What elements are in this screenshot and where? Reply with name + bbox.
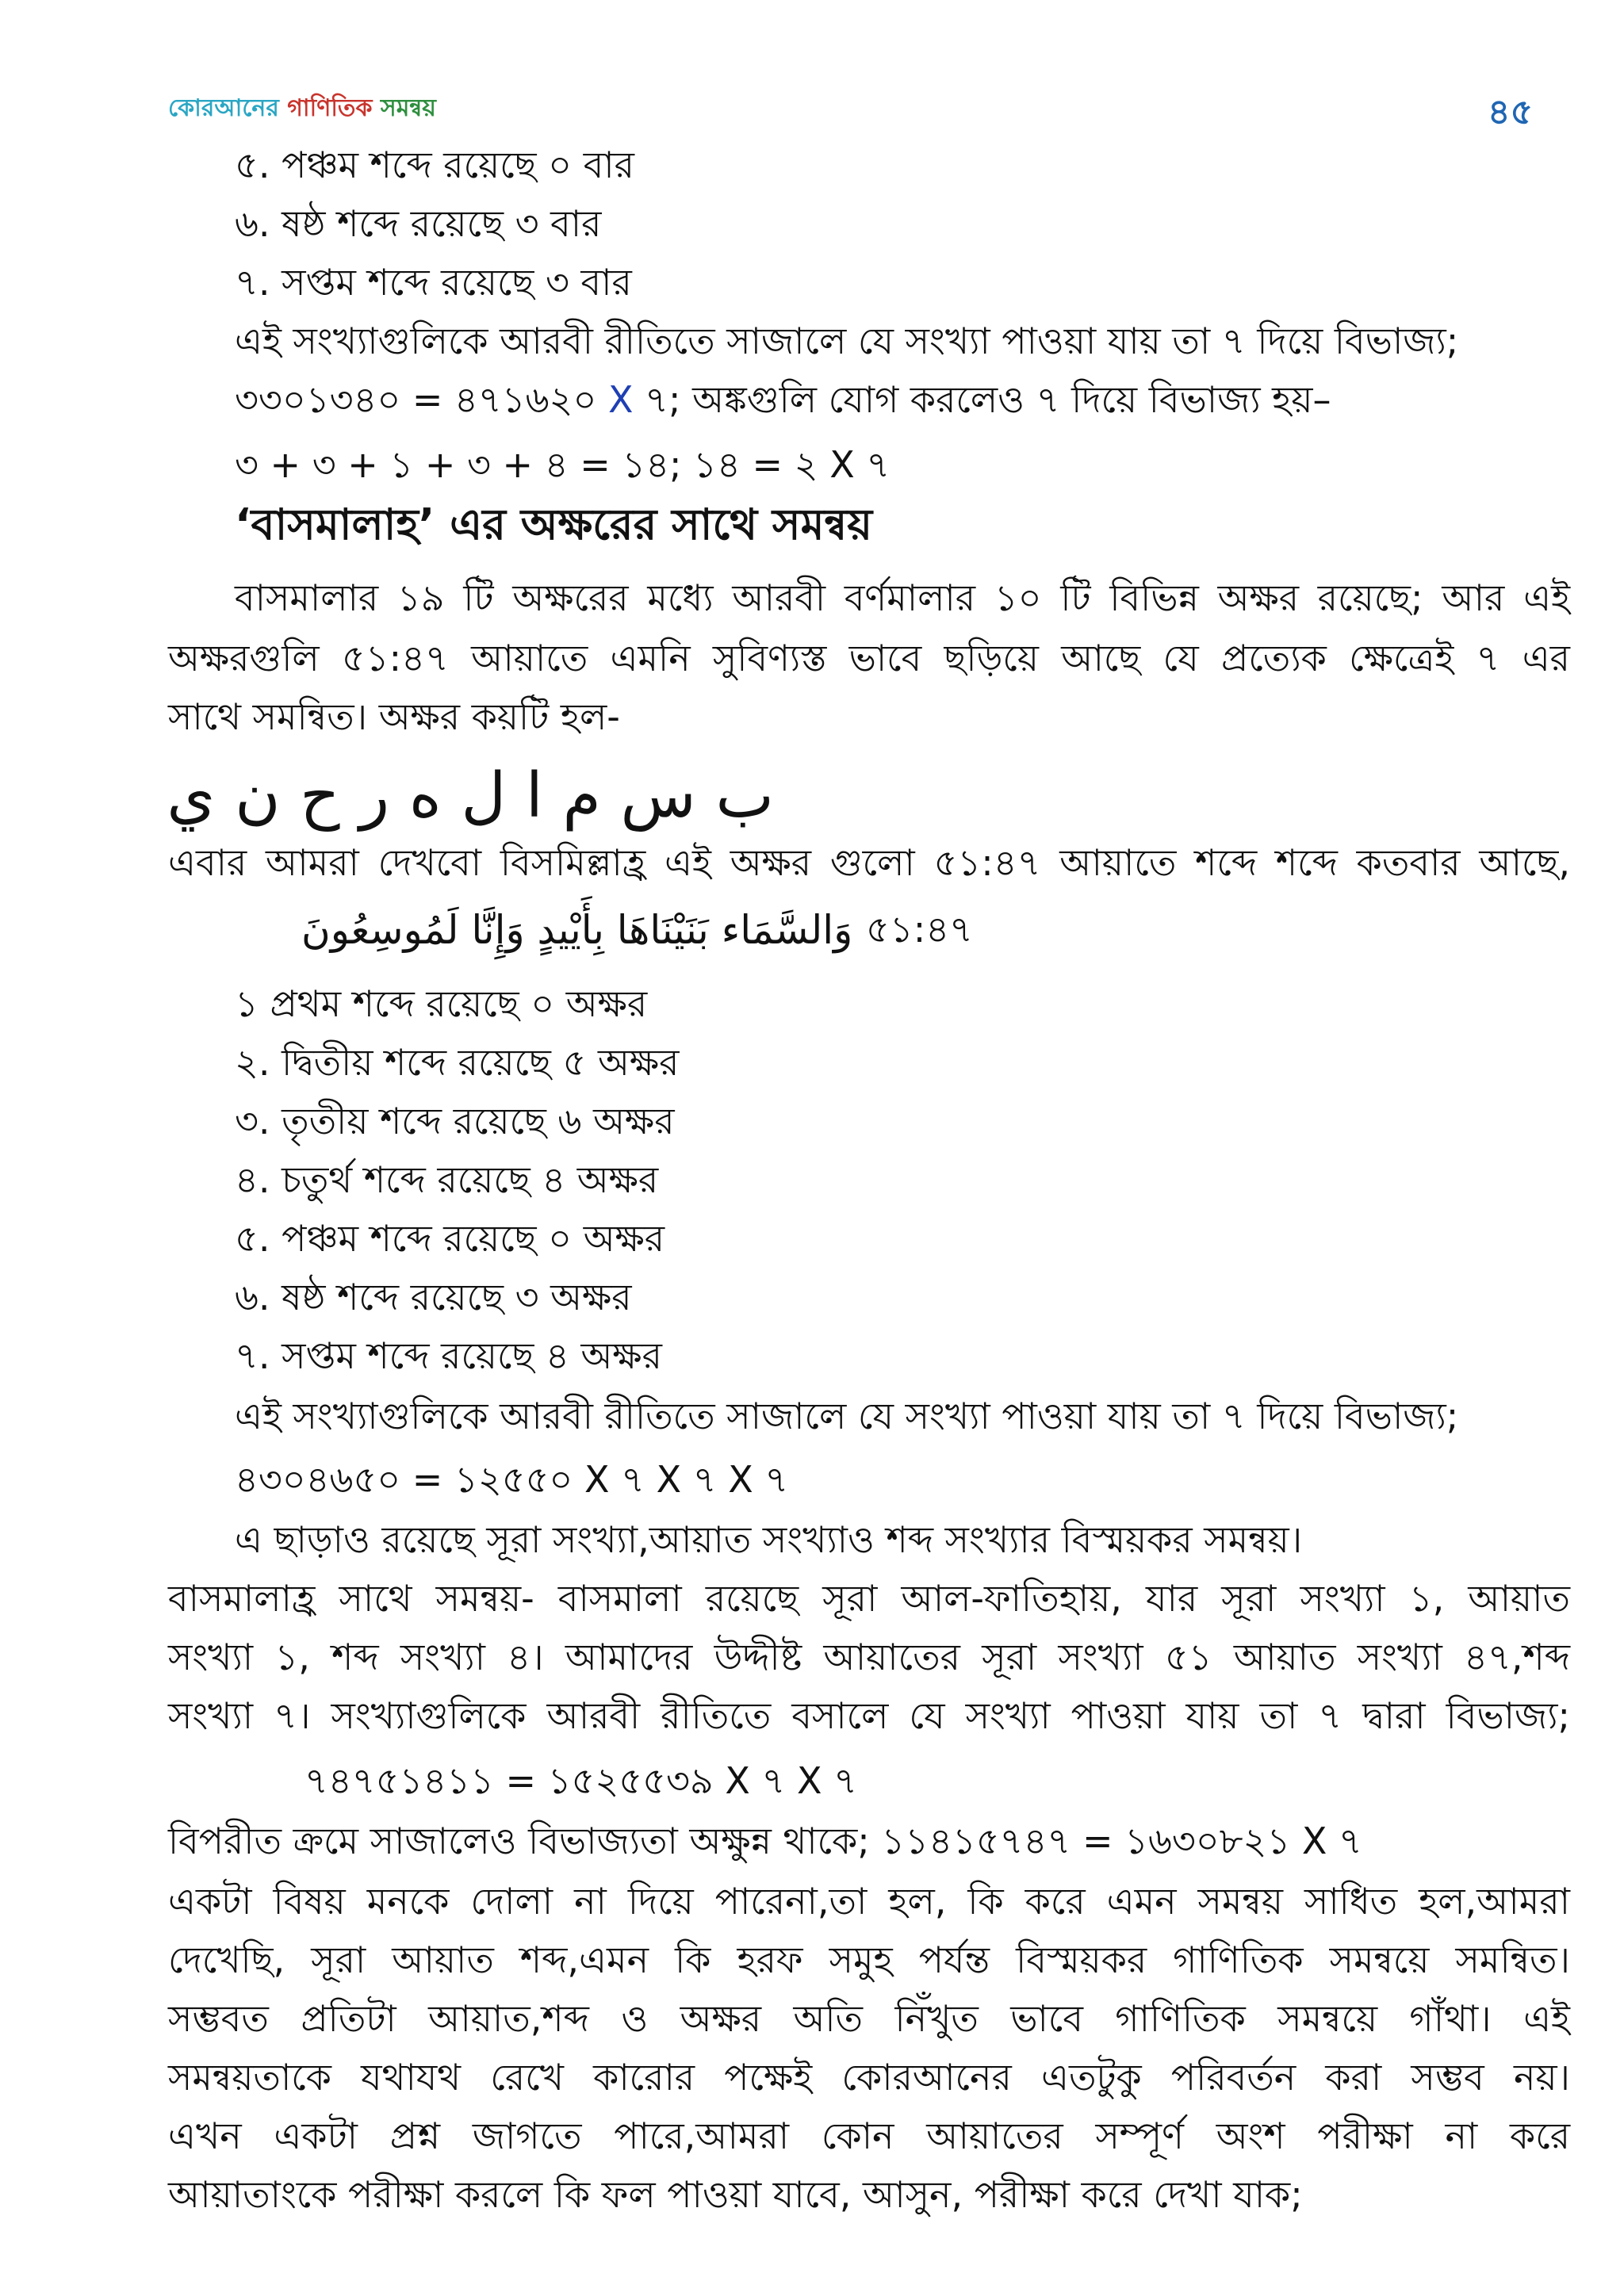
count-line-5: ৫. পঞ্চম শব্দে রয়েছে ০ বার — [235, 144, 634, 186]
letter-count-7: ৭. সপ্তম শব্দে রয়েছে ৪ অক্ষর — [235, 1334, 662, 1377]
verse-block — [301, 902, 983, 966]
paragraph-2-line-2: সংখ্যা ১, শব্দ সংখ্যা ৪। আমাদের উদ্দীষ্ট আয়াতের সূরা সংখ্যা ৫১ আয়াত সংখ্যা ৪৭,শব্দ — [168, 1636, 1570, 1678]
running-header — [168, 89, 436, 129]
paragraph-1-line-2: অক্ষরগুলি ৫১:৪৭ আয়াতে এমনি সুবিণ্যস্ত ভাবে ছড়িয়ে আছে যে প্রত্যেক ক্ষেত্রেই ৭ এর — [168, 637, 1570, 679]
header-part-2: গাণিতিক — [287, 94, 381, 122]
header-part-3: সমন্বয় — [380, 94, 436, 122]
section-heading: ‘বাসমালাহ’ এর অক্ষরের সাথে সমন্বয় — [235, 499, 873, 549]
letter-count-1: ১ প্রথম শব্দে রয়েছে ০ অক্ষর — [235, 982, 648, 1025]
multiply-sign: X — [608, 378, 634, 421]
verse-reference: ৫১:৪৭ — [866, 908, 973, 951]
letter-count-4: ৪. চতুর্থ শব্দে রয়েছে ৪ অক্ষর — [235, 1158, 659, 1201]
letter-count-2: ২. দ্বিতীয় শব্দে রয়েছে ৫ অক্ষর — [235, 1041, 680, 1084]
digit-sum-line: ৩ + ৩ + ১ + ৩ + ৪ = ১৪; ১৪ = ২ X ৭ — [235, 443, 891, 486]
divisibility-statement: এই সংখ্যাগুলিকে আরবী রীতিতে সাজালে যে সংখ্যা পাওয়া যায় তা ৭ দিয়ে বিভাজ্য; — [235, 320, 1459, 362]
page-number: ৪৫ — [1488, 92, 1534, 132]
summary-line: এ ছাড়াও রয়েছে সূরা সংখ্যা,আয়াত সংখ্যাও শব্দ সংখ্যার বিস্ময়কর সমন্বয়। — [235, 1518, 1303, 1561]
paragraph-2-line-3: সংখ্যা ৭। সংখ্যাগুলিকে আরবী রীতিতে বসালে যে সংখ্যা পাওয়া যায় তা ৭ দ্বারা বিভাজ্য; — [168, 1694, 1570, 1737]
paragraph-3-line-5: এখন একটা প্রশ্ন জাগতে পারে,আমরা কোন আয়াতের সম্পূর্ণ অংশ পরীক্ষা না করে — [168, 2114, 1570, 2157]
paragraph-1-line-3: সাথে সমন্বিত। অক্ষর কয়টি হল- — [168, 695, 620, 738]
paragraph-3-line-6: আয়াতাংকে পরীক্ষা করলে কি ফল পাওয়া যাবে, আসুন, পরীক্ষা করে দেখা যাক; — [168, 2173, 1303, 2216]
letter-count-3: ৩. তৃতীয় শব্দে রয়েছে ৬ অক্ষর — [235, 1100, 675, 1142]
equation-part-a: ৩৩০১৩৪০ = ৪৭১৬২০ — [235, 378, 608, 421]
letter-count-6: ৬. ষষ্ঠ শব্দে রয়েছে ৩ অক্ষর — [235, 1276, 632, 1318]
verse-arabic: وَالسَّمَاء بَنَيْنَاهَا بِأَيْيدٍ وَإِنَّا لَمُوسِعُونَ — [301, 907, 853, 953]
letter-count-5: ৫. পঞ্চম শব্দে রয়েছে ০ অক্ষর — [235, 1217, 665, 1260]
paragraph-3-line-3: সম্ভবত প্রতিটা আয়াত,শব্দ ও অক্ষর অতি নিঁখুত ভাবে গাণিতিক সমন্বয়ে গাঁথা। এই — [168, 1997, 1570, 2040]
paragraph-1-line-1: বাসমালার ১৯ টি অক্ষরের মধ্যে আরবী বর্ণমালার ১০ টি বিভিন্ন অক্ষর রয়েছে; আর এই — [235, 576, 1570, 619]
header-part-1: কোরআনের — [168, 94, 288, 122]
count-line-7: ৭. সপ্তম শব্দে রয়েছে ৩ বার — [235, 261, 632, 304]
equation-line-2: ৪৩০৪৬৫০ = ১২৫৫০ X ৭ X ৭ X ৭ — [235, 1458, 789, 1501]
arabic-letters: ب س م ا ل ه ر ح ن ي — [167, 760, 774, 832]
paragraph-3-line-4: সমন্বয়তাকে যথাযথ রেখে কারোর পক্ষেই কোরআনের এতটুকু পরিবর্তন করা সম্ভব নয়। — [168, 2056, 1570, 2099]
count-line-6: ৬. ষষ্ঠ শব্দে রয়েছে ৩ বার — [235, 202, 602, 245]
paragraph-2-line-1: বাসমালাহ্র সাথে সমন্বয়- বাসমালা রয়েছে সূরা আল-ফাতিহায়, যার সূরা সংখ্যা ১, আয়াত — [168, 1577, 1570, 1620]
equation-part-b: ৭; অঙ্কগুলি যোগ করলেও ৭ দিয়ে বিভাজ্য হয়– — [633, 378, 1331, 421]
paragraph-3-line-1: একটা বিষয় মনকে দোলা না দিয়ে পারেনা,তা হল, কি করে এমন সমন্বয় সাধিত হল,আমরা — [168, 1880, 1570, 1923]
intro-line: এবার আমরা দেখবো বিসমিল্লাহ্র এই অক্ষর গুলো ৫১:৪৭ আয়াতে শব্দে শব্দে কতবার আছে, — [168, 841, 1570, 884]
paragraph-3-line-2: দেখেছি, সূরা আয়াত শব্দ,এমন কি হরফ সমুহ পর্যন্ত বিস্ময়কর গাণিতিক সমন্বয়ে সমন্বিত। — [168, 1938, 1570, 1981]
reverse-order-line: বিপরীত ক্রমে সাজালেও বিভাজ্যতা অক্ষুন্ন থাকে; ১১৪১৫৭৪৭ = ১৬৩০৮২১ X ৭ — [168, 1820, 1362, 1862]
divisibility-statement-2: এই সংখ্যাগুলিকে আরবী রীতিতে সাজালে যে সংখ্যা পাওয়া যায় তা ৭ দিয়ে বিভাজ্য; — [235, 1395, 1459, 1437]
equation-line — [235, 376, 1331, 423]
equation-line-3: ৭৪৭৫১৪১১ = ১৫২৫৫৩৯ X ৭ X ৭ — [304, 1759, 858, 1802]
